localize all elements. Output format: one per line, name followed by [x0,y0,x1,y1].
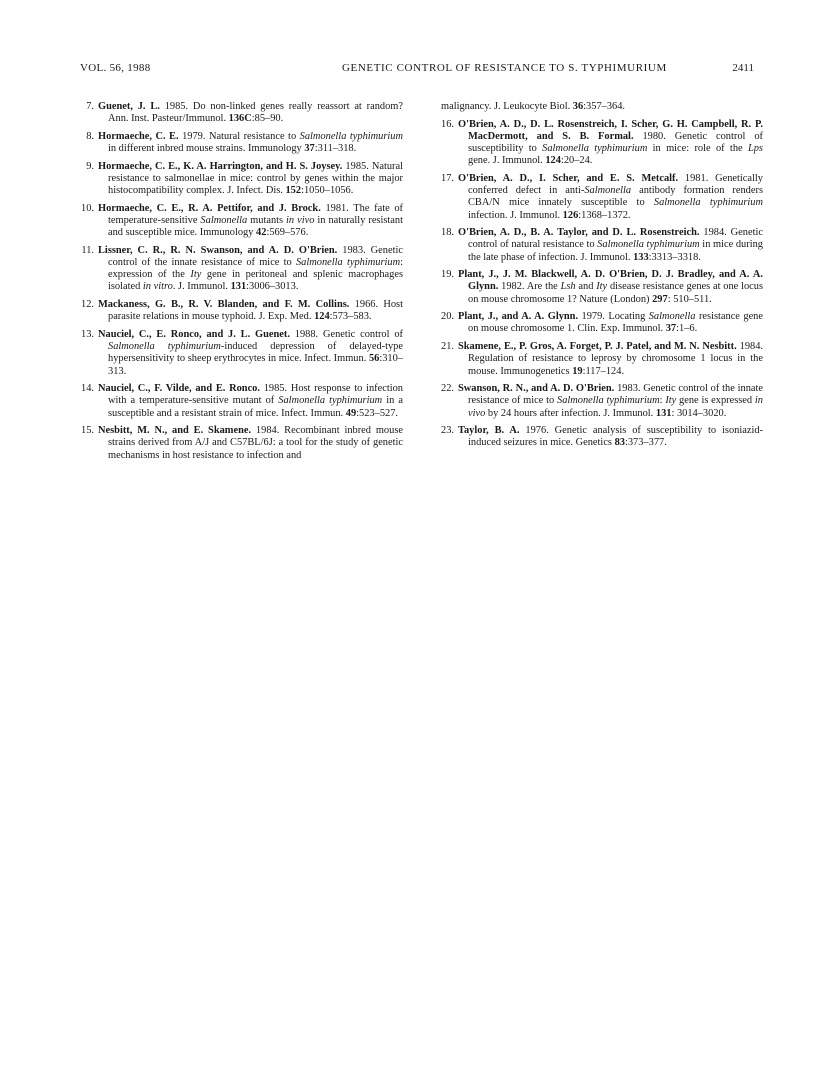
reference-text-part: 1984. Genetic control of natural resistance to [468,227,763,251]
italic-term: in vitro [142,281,173,293]
reference-pages: :523–527. [356,407,399,419]
reference-volume: 42 [256,227,267,239]
reference-pages: :117–124. [582,365,625,377]
reference-column-left [81,101,403,467]
reference-number: 16. [441,118,454,130]
reference-entry [441,119,763,168]
reference-text-part: gene. J. Immunol. [468,155,546,167]
reference-volume: 19 [572,365,583,377]
reference-text [98,329,403,378]
reference-text [98,245,403,294]
reference-entry [81,245,403,294]
reference-text [98,383,403,420]
reference-text-part: and [575,281,597,293]
italic-term: in vivo [286,214,315,226]
reference-text-part: in naturally resistant and susceptible mice. Immunology [108,214,403,239]
reference-number: 17. [441,172,454,184]
reference-text-part: mutants [247,214,287,226]
reference-entry [81,299,403,324]
reference-entry [81,329,403,378]
reference-authors: Hormaeche, C. E., R. A. Pettifor, and J. Brock. [98,202,321,214]
reference-text-part: resistance gene on mouse chromosome 1. Clin. Exp. Immunol. [468,311,763,335]
reference-authors: Hormaeche, C. E. [98,130,179,142]
reference-text-part: 1979. Natural resistance to [178,130,300,142]
reference-authors: O'Brien, A. D., D. L. Rosenstreich, I. Scher, G. H. Campbell, R. P. MacDermott, and S. B. Formal. [458,118,763,142]
reference-volume: 37 [665,323,677,335]
reference-text-part: 1988. Genetic control of [289,328,403,340]
reference-text-part: : expression of the [108,256,403,281]
italic-term: Salmonella typhimurium [542,143,648,155]
running-title: GENETIC CONTROL OF RESISTANCE TO S. TYPHIMURIUM [342,62,667,74]
reference-text-part: 1980. Genetic control of susceptibility to [468,130,764,155]
reference-volume: 37 [304,143,315,155]
reference-number: 15. [81,425,94,437]
reference-number: 21. [441,341,454,353]
italic-term: Salmonella typhimurium [653,197,763,209]
reference-volume: 131 [655,407,672,419]
reference-text-part: in different inbred mouse strains. Immunology [108,143,305,155]
reference-text [458,311,763,336]
italic-term: Salmonella [584,185,632,197]
italic-term: Salmonella typhimurium [108,341,221,353]
reference-volume: 49 [345,407,357,419]
reference-text [458,341,763,378]
reference-number: 22. [441,383,454,395]
reference-authors: Skamene, E., P. Gros, A. Forget, P. J. Patel, and M. N. Nesbitt. [458,341,737,353]
reference-number: 9. [86,160,94,172]
reference-number: 10. [81,202,94,214]
reference-continuation: malignancy. J. Leukocyte Biol. 36:357–364. [441,101,626,112]
italic-term: Salmonella [200,214,248,226]
reference-number: 8. [86,130,94,142]
reference-text-part: . J. Immunol. [172,281,231,293]
reference-pages: :20–24. [560,155,593,167]
reference-text [458,425,763,450]
reference-text-part: antibody formation renders CBA/N mice innately susceptible to [468,185,763,209]
reference-volume: 133 [633,251,649,263]
reference-text-part: gene is expressed [676,395,755,407]
reference-number: 19. [441,269,454,281]
reference-pages: :373–377. [624,437,667,449]
reference-pages: :310–313. [108,353,403,377]
reference-text-part: in a susceptible and a resistant strain of mice. Infect. Immun. [108,395,403,419]
reference-text [98,101,403,126]
reference-text [98,203,403,240]
reference-text-part: 1985. Host response to infection with a temperature-sensitive mutant of [108,383,403,407]
reference-entry [441,341,763,378]
reference-authors: Mackaness, G. B., R. V. Blanden, and F. M. Collins. [98,298,350,310]
reference-authors: Swanson, R. N., and A. D. O'Brien. [458,383,615,395]
reference-text-part: 1976. Genetic analysis of susceptibility to isoniazid-induced seizures in mice. Genetics [468,425,763,449]
reference-authors: Plant, J., J. M. Blackwell, A. D. O'Brien, D. J. Bradley, and A. A. Glynn. [458,269,763,293]
reference-number: 7. [86,101,94,112]
reference-text [98,299,403,324]
reference-text-part: infection. J. Immunol. [468,209,563,221]
running-header [80,62,754,78]
italic-term: Salmonella typhimurium [278,395,383,407]
reference-authors: Nauciel, C., F. Vilde, and E. Ronco. [98,383,260,395]
reference-text [98,161,403,198]
reference-text-part: 1985. Do non-linked genes really reassort at random? Ann. Inst. Pasteur/Immunol. [108,101,403,125]
reference-pages: :311–318. [314,143,357,155]
reference-entry [441,269,763,306]
reference-column-right [441,101,763,455]
reference-text-part: gene in peritoneal and splenic macrophages isolated [108,269,403,293]
reference-pages: :3006–3013. [246,281,299,293]
reference-volume: 297 [652,293,668,305]
reference-text [458,383,763,420]
italic-term: in vivo [468,395,763,419]
reference-text [458,227,763,264]
italic-term: Ity [190,269,202,281]
reference-authors: Plant, J., and A. A. Glynn. [458,311,579,323]
reference-entry [81,425,403,462]
reference-pages: :1368–1372. [578,209,631,221]
reference-entry [441,383,763,420]
reference-number: 14. [81,383,94,395]
reference-text-part: 1985. Natural resistance to salmonellae in mice: control by genes within the major histocompatibility complex. J. Infect. Dis. [108,160,403,197]
reference-text [458,119,763,168]
reference-text-part: 1984. Recombinant inbred mouse strains derived from A/J and C57BL/6J: a tool for the study of genetic mechanisms in host resistance to infection and [108,425,403,461]
italic-term: Salmonella typhimurium [299,130,403,142]
reference-pages: : 510–511. [667,293,712,305]
reference-text-part: 1966. Host parasite relations in mouse typhoid. J. Exp. Med. [108,298,403,323]
italic-term: Lsh [560,281,576,293]
reference-volume: 124 [314,311,330,323]
reference-number: 13. [81,328,94,340]
reference-entry [441,425,763,450]
italic-term: Lps [747,143,763,155]
reference-pages: :1–6. [676,323,698,335]
reference-authors: Nauciel, C., E. Ronco, and J. L. Guenet. [98,328,290,340]
reference-authors: Lissner, C. R., R. N. Swanson, and A. D. O'Brien. [98,244,338,256]
reference-text-part: by 24 hours after infection. J. Immunol. [485,407,656,419]
italic-term: Salmonella typhimurium [295,256,401,268]
reference-text-part: in mice during the late phase of infection. J. Immunol. [468,239,763,263]
reference-text [98,425,403,462]
reference-text [458,269,763,306]
reference-pages: :573–583. [329,311,372,323]
reference-volume: 126 [562,209,579,221]
reference-text [98,131,403,156]
italic-term: Salmonella typhimurium [557,395,660,407]
reference-authors: Hormaeche, C. E., K. A. Harrington, and H. S. Joysey. [98,160,343,172]
reference-authors: O'Brien, A. D., I. Scher, and E. S. Metcalf. [458,172,679,184]
reference-text-part: -induced depression of delayed-type hypersensitivity to sheep erythrocytes in mice. Infect. Immun. [108,341,403,365]
page-number: 2411 [732,62,754,74]
reference-pages: :1050–1056. [301,185,354,197]
reference-volume: 124 [545,155,561,167]
italic-term: Ity [596,281,608,293]
reference-text [458,173,763,222]
reference-pages: :3313–3318. [648,251,701,263]
reference-pages: : 3014–3020. [671,407,727,419]
italic-term: Ity [665,395,677,407]
reference-text-part: : [659,395,666,407]
reference-pages: :569–576. [266,227,309,239]
reference-volume: 152 [285,185,302,197]
reference-number: 23. [441,425,454,437]
reference-entry [81,203,403,240]
reference-volume: 136C [228,113,252,125]
reference-number: 18. [441,227,454,239]
journal-volume: VOL. 56, 1988 [80,62,151,74]
reference-volume: 83 [614,437,625,449]
reference-volume: 131 [230,281,247,293]
reference-authors: Taylor, B. A. [458,425,520,437]
reference-text-part: 1981. The fate of temperature-sensitive [108,202,403,226]
reference-entry [81,131,403,156]
italic-term: Salmonella typhimurium [597,239,700,251]
reference-authors: O'Brien, A. D., B. A. Taylor, and D. L. Rosenstreich. [458,227,700,239]
reference-text-part: 1982. Are the [498,281,561,293]
reference-volume: 56 [368,353,380,365]
reference-text-part: 1984. Regulation of resistance to leprosy by chromosome 1 locus in the mouse. Immunogenetics [468,341,763,377]
reference-entry [441,227,763,264]
reference-authors: Guenet, J. L. [98,101,160,112]
italic-term: Salmonella [648,311,696,323]
reference-text-part: 1981. Genetically conferred defect in anti- [468,172,763,197]
reference-entry [441,173,763,222]
reference-text-part: in mice: role of the [647,143,748,155]
reference-text-part: 1983. Genetic control of the innate resistance of mice to [468,383,763,407]
reference-entry [81,383,403,420]
reference-number: 20. [441,311,454,323]
reference-number: 12. [81,298,94,310]
reference-number: 11. [81,244,94,256]
reference-entry [81,101,403,126]
reference-text-part: 1979. Locating [578,311,649,323]
reference-text-part: 1983. Genetic control of the innate resistance of mice to [108,244,403,268]
reference-entry [81,161,403,198]
reference-authors: Nesbitt, M. N., and E. Skamene. [98,425,252,437]
reference-entry [441,311,763,336]
reference-text-part: disease resistance genes at one locus on mouse chromosome 1? Nature (London) [468,281,763,305]
reference-pages: :85–90. [251,113,284,125]
